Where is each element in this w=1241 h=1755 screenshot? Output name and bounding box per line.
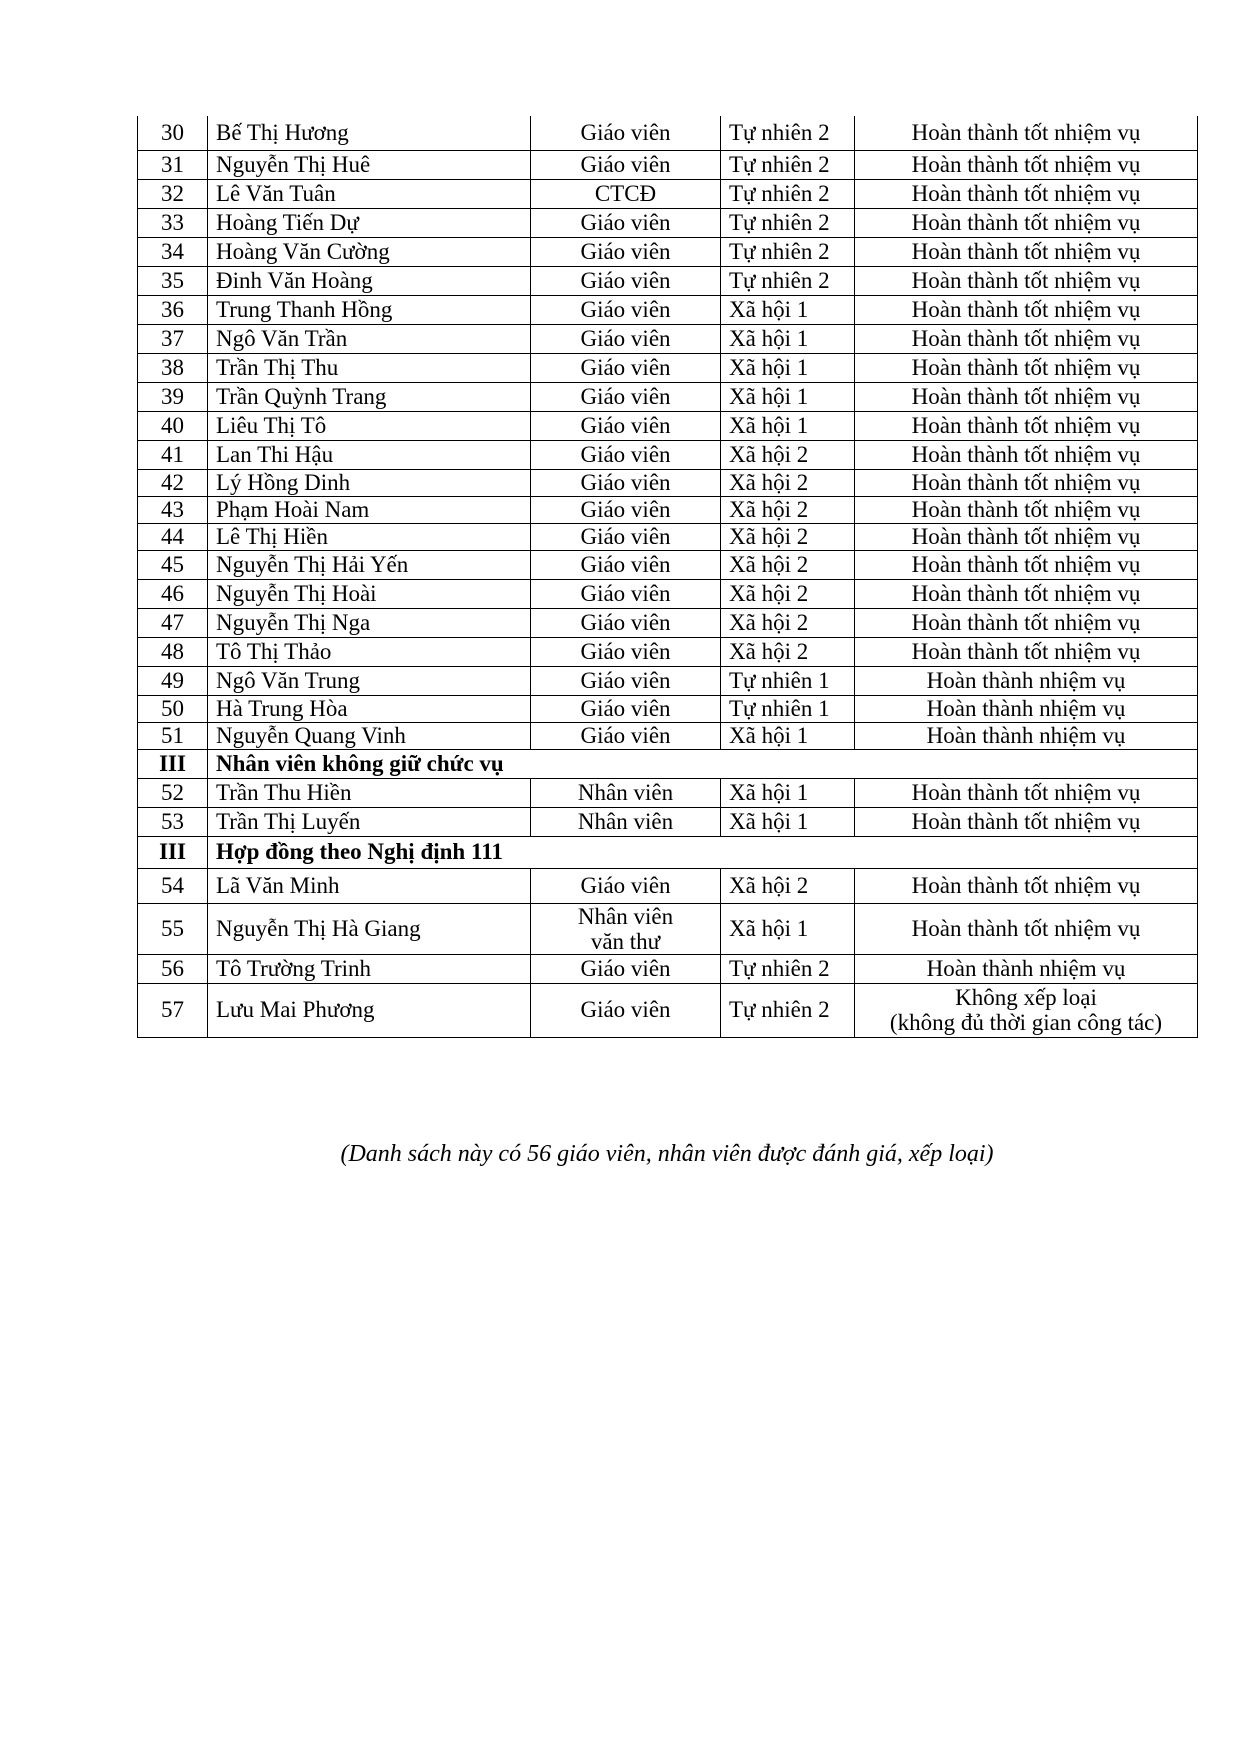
staff-group: Tự nhiên 2: [721, 237, 855, 266]
staff-group: Xã hội 1: [721, 722, 855, 749]
staff-name: Hoàng Văn Cường: [208, 237, 531, 266]
staff-role: Giáo viên: [531, 868, 721, 903]
staff-role: Giáo viên: [531, 208, 721, 237]
staff-role: Giáo viên: [531, 237, 721, 266]
row-number: 39: [138, 382, 208, 411]
evaluation-result: Hoàn thành tốt nhiệm vụ: [855, 237, 1198, 266]
staff-name: Lý Hồng Dinh: [208, 469, 531, 496]
evaluation-result: Hoàn thành tốt nhiệm vụ: [855, 179, 1198, 208]
staff-role: Giáo viên: [531, 469, 721, 496]
table-row: [138, 382, 1198, 411]
section-number: III: [138, 836, 208, 868]
row-number: 32: [138, 179, 208, 208]
staff-name: Nguyễn Thị Nga: [208, 608, 531, 637]
row-number: 48: [138, 637, 208, 666]
staff-role-line-1: Nhân viên: [577, 903, 674, 929]
row-number: 42: [138, 469, 208, 496]
staff-group: Xã hội 1: [721, 411, 855, 440]
staff-group: Xã hội 1: [721, 353, 855, 382]
staff-role: Giáo viên: [531, 983, 721, 1037]
staff-group: Xã hội 2: [721, 637, 855, 666]
staff-role-line-2: văn thư: [590, 928, 661, 954]
row-number: 54: [138, 868, 208, 903]
evaluation-result: Hoàn thành tốt nhiệm vụ: [855, 469, 1198, 496]
row-number: 56: [138, 954, 208, 983]
evaluation-result: Hoàn thành tốt nhiệm vụ: [855, 523, 1198, 550]
staff-role: Giáo viên: [531, 440, 721, 469]
staff-group: Xã hội 1: [721, 295, 855, 324]
staff-group: Tự nhiên 2: [721, 150, 855, 179]
row-number: 34: [138, 237, 208, 266]
row-number: 31: [138, 150, 208, 179]
staff-group: Tự nhiên 2: [721, 266, 855, 295]
table-row: [138, 150, 1198, 179]
staff-name: Lan Thi Hậu: [208, 440, 531, 469]
staff-group: Xã hội 2: [721, 579, 855, 608]
evaluation-result: Hoàn thành nhiệm vụ: [855, 695, 1198, 722]
staff-role: Giáo viên: [531, 550, 721, 579]
row-number: 43: [138, 496, 208, 523]
staff-name: Liêu Thị Tô: [208, 411, 531, 440]
row-number: 46: [138, 579, 208, 608]
table-row: [138, 983, 1198, 1037]
staff-role: Giáo viên: [531, 666, 721, 695]
table-row: [138, 608, 1198, 637]
staff-group: Xã hội 2: [721, 469, 855, 496]
table-row: [138, 266, 1198, 295]
staff-name: Nguyễn Thị Huê: [208, 150, 531, 179]
row-number: 41: [138, 440, 208, 469]
staff-group: Tự nhiên 1: [721, 695, 855, 722]
list-summary-caption: (Danh sách này có 56 giáo viên, nhân viên được đánh giá, xếp loại): [340, 1141, 994, 1167]
evaluation-result: [855, 983, 1198, 1037]
staff-name: Nguyễn Thị Hải Yến: [208, 550, 531, 579]
staff-group: Tự nhiên 1: [721, 666, 855, 695]
table-row: [138, 496, 1198, 523]
table-row: [138, 778, 1198, 807]
evaluation-result: Hoàn thành tốt nhiệm vụ: [855, 778, 1198, 807]
staff-name: Tô Trường Trinh: [208, 954, 531, 983]
table-row: [138, 353, 1198, 382]
table-row: [138, 411, 1198, 440]
row-number: 44: [138, 523, 208, 550]
staff-name: Ngô Văn Trần: [208, 324, 531, 353]
evaluation-result: Hoàn thành tốt nhiệm vụ: [855, 496, 1198, 523]
staff-name: Tô Thị Thảo: [208, 637, 531, 666]
staff-role: CTCĐ: [531, 179, 721, 208]
evaluation-result-line-1: Không xếp loại: [955, 985, 1097, 1010]
row-number: 51: [138, 722, 208, 749]
row-number: 53: [138, 807, 208, 836]
table-row: [138, 324, 1198, 353]
evaluation-result: Hoàn thành tốt nhiệm vụ: [855, 868, 1198, 903]
staff-role: Giáo viên: [531, 411, 721, 440]
staff-name: Đinh Văn Hoàng: [208, 266, 531, 295]
staff-role: Giáo viên: [531, 722, 721, 749]
staff-group: Tự nhiên 2: [721, 208, 855, 237]
staff-name: Nguyễn Thị Hoài: [208, 579, 531, 608]
staff-name: Lã Văn Minh: [208, 868, 531, 903]
staff-name: Trần Thị Thu: [208, 353, 531, 382]
staff-role: Giáo viên: [531, 608, 721, 637]
staff-role: Nhân viên: [531, 778, 721, 807]
staff-name: Trần Quỳnh Trang: [208, 382, 531, 411]
staff-name: Trung Thanh Hồng: [208, 295, 531, 324]
table-row: [138, 807, 1198, 836]
row-number: 38: [138, 353, 208, 382]
evaluation-result: Hoàn thành tốt nhiệm vụ: [855, 440, 1198, 469]
staff-group: Xã hội 2: [721, 608, 855, 637]
evaluation-result: Hoàn thành nhiệm vụ: [855, 722, 1198, 749]
staff-role: Giáo viên: [531, 695, 721, 722]
section-title: Nhân viên không giữ chức vụ: [208, 749, 1198, 778]
table-row: [138, 954, 1198, 983]
staff-name: Nguyễn Thị Hà Giang: [208, 903, 531, 954]
evaluation-result: Hoàn thành tốt nhiệm vụ: [855, 353, 1198, 382]
table-row: [138, 295, 1198, 324]
staff-group: Xã hội 1: [721, 324, 855, 353]
staff-name: Hoàng Tiến Dự: [208, 208, 531, 237]
staff-group: Xã hội 2: [721, 496, 855, 523]
staff-name: Lưu Mai Phương: [208, 983, 531, 1037]
row-number: 57: [138, 983, 208, 1037]
evaluation-result: Hoàn thành tốt nhiệm vụ: [855, 324, 1198, 353]
evaluation-result: Hoàn thành tốt nhiệm vụ: [855, 208, 1198, 237]
staff-group: Tự nhiên 2: [721, 983, 855, 1037]
staff-role: Giáo viên: [531, 637, 721, 666]
staff-group: Xã hội 2: [721, 550, 855, 579]
evaluation-result: Hoàn thành tốt nhiệm vụ: [855, 608, 1198, 637]
row-number: 50: [138, 695, 208, 722]
evaluation-result: Hoàn thành tốt nhiệm vụ: [855, 807, 1198, 836]
staff-name: Nguyễn Quang Vinh: [208, 722, 531, 749]
staff-name: Ngô Văn Trung: [208, 666, 531, 695]
evaluation-result: Hoàn thành tốt nhiệm vụ: [855, 150, 1198, 179]
row-number: 33: [138, 208, 208, 237]
evaluation-result: Hoàn thành tốt nhiệm vụ: [855, 116, 1198, 150]
table-body: [138, 116, 1198, 1037]
table-row: [138, 695, 1198, 722]
table-row: [138, 116, 1198, 150]
staff-role: Giáo viên: [531, 266, 721, 295]
staff-group: Xã hội 2: [721, 523, 855, 550]
staff-role: Giáo viên: [531, 295, 721, 324]
staff-role: Giáo viên: [531, 496, 721, 523]
section-number: III: [138, 749, 208, 778]
section-header-row: [138, 836, 1198, 868]
evaluation-result: Hoàn thành nhiệm vụ: [855, 666, 1198, 695]
table-row: [138, 903, 1198, 954]
table-row: [138, 237, 1198, 266]
staff-group: Tự nhiên 2: [721, 954, 855, 983]
evaluation-result: Hoàn thành tốt nhiệm vụ: [855, 637, 1198, 666]
table-row: [138, 550, 1198, 579]
staff-role: Giáo viên: [531, 324, 721, 353]
staff-role: Giáo viên: [531, 382, 721, 411]
table-row: [138, 523, 1198, 550]
table-row: [138, 440, 1198, 469]
row-number: 35: [138, 266, 208, 295]
table-row: [138, 637, 1198, 666]
evaluation-result: Hoàn thành tốt nhiệm vụ: [855, 411, 1198, 440]
table-row: [138, 469, 1198, 496]
staff-role: [531, 903, 721, 954]
row-number: 45: [138, 550, 208, 579]
staff-group: Tự nhiên 2: [721, 116, 855, 150]
staff-role: Giáo viên: [531, 150, 721, 179]
staff-role: Giáo viên: [531, 579, 721, 608]
evaluation-result: Hoàn thành tốt nhiệm vụ: [855, 903, 1198, 954]
staff-name: Trần Thị Luyến: [208, 807, 531, 836]
staff-name: Trần Thu Hiền: [208, 778, 531, 807]
staff-role: Nhân viên: [531, 807, 721, 836]
row-number: 49: [138, 666, 208, 695]
row-number: 37: [138, 324, 208, 353]
staff-group: Xã hội 1: [721, 382, 855, 411]
evaluation-result-line-2: (không đủ thời gian công tác): [889, 1010, 1163, 1035]
staff-role: Giáo viên: [531, 954, 721, 983]
row-number: 40: [138, 411, 208, 440]
staff-group: Xã hội 1: [721, 807, 855, 836]
staff-role: Giáo viên: [531, 523, 721, 550]
staff-group: Xã hội 2: [721, 868, 855, 903]
row-number: 30: [138, 116, 208, 150]
row-number: 36: [138, 295, 208, 324]
staff-group: Tự nhiên 2: [721, 179, 855, 208]
staff-name: Lê Văn Tuân: [208, 179, 531, 208]
staff-group: Xã hội 2: [721, 440, 855, 469]
table-row: [138, 579, 1198, 608]
evaluation-result: Hoàn thành tốt nhiệm vụ: [855, 550, 1198, 579]
table-row: [138, 868, 1198, 903]
evaluation-result: Hoàn thành tốt nhiệm vụ: [855, 382, 1198, 411]
staff-name: Phạm Hoài Nam: [208, 496, 531, 523]
staff-group: Xã hội 1: [721, 903, 855, 954]
table-row: [138, 722, 1198, 749]
staff-evaluation-table: [137, 116, 1198, 1038]
evaluation-result: Hoàn thành tốt nhiệm vụ: [855, 579, 1198, 608]
section-title: Hợp đồng theo Nghị định 111: [208, 836, 1198, 868]
staff-group: Xã hội 1: [721, 778, 855, 807]
staff-name: Bế Thị Hương: [208, 116, 531, 150]
evaluation-result: Hoàn thành tốt nhiệm vụ: [855, 266, 1198, 295]
table-row: [138, 666, 1198, 695]
table-row: [138, 208, 1198, 237]
row-number: 47: [138, 608, 208, 637]
evaluation-result: Hoàn thành nhiệm vụ: [855, 954, 1198, 983]
row-number: 52: [138, 778, 208, 807]
staff-name: Hà Trung Hòa: [208, 695, 531, 722]
evaluation-result: Hoàn thành tốt nhiệm vụ: [855, 295, 1198, 324]
table-row: [138, 179, 1198, 208]
row-number: 55: [138, 903, 208, 954]
staff-role: Giáo viên: [531, 116, 721, 150]
staff-name: Lê Thị Hiền: [208, 523, 531, 550]
staff-role: Giáo viên: [531, 353, 721, 382]
section-header-row: [138, 749, 1198, 778]
